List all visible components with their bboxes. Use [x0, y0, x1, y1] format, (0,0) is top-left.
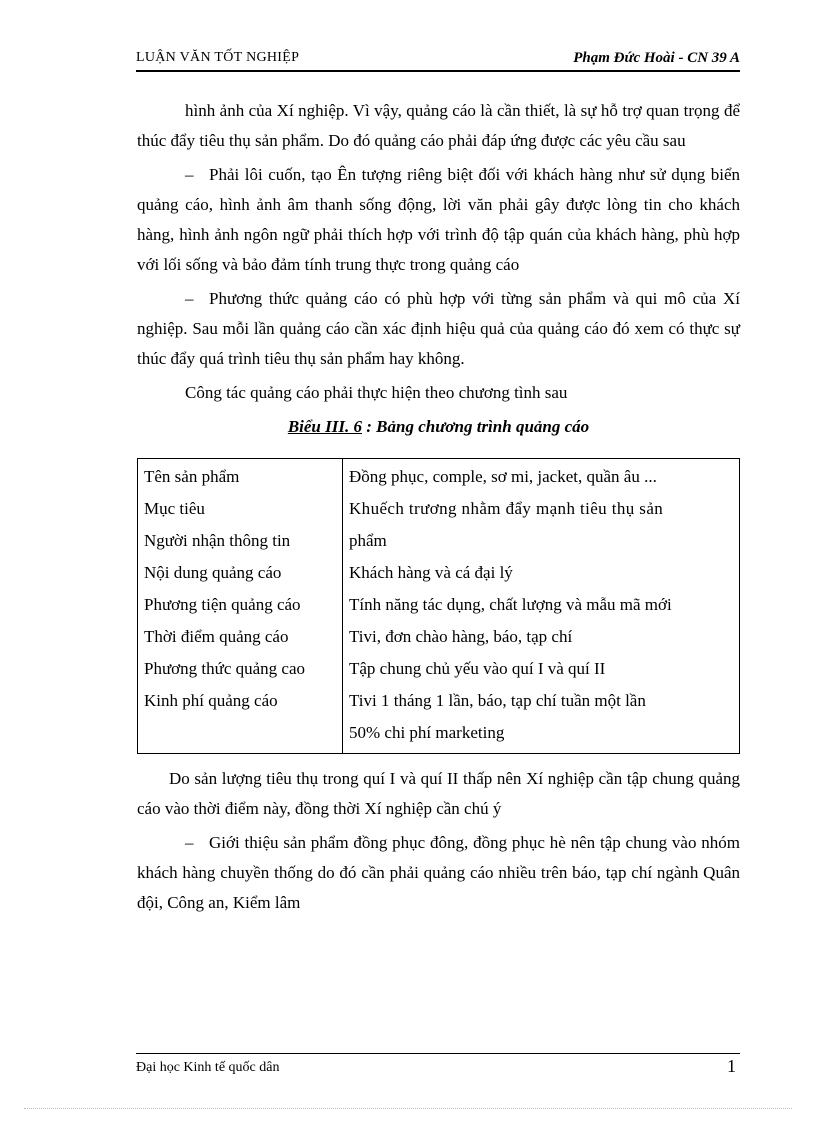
- table-left-column: [138, 459, 343, 754]
- dash-bullet: –: [185, 833, 194, 852]
- header-author: Phạm Đức Hoài - CN 39 A: [573, 50, 740, 66]
- paragraph: hình ảnh của Xí nghiệp. Vì vậy, quảng cáo là cần thiết, là sự hỗ trợ quan trọng để thúc đẩy tiêu thụ sản phẩm. Do đó quảng cáo phải đáp ứng được các yêu cầu sau: [137, 101, 740, 150]
- table-right-column: [343, 459, 740, 754]
- table-cell: Nội dung quảng cáo: [144, 563, 282, 582]
- table-cell: 50% chi phí marketing: [349, 723, 505, 742]
- paragraph: Công tác quảng cáo phải thực hiện theo chương tình sau: [185, 383, 568, 402]
- table-cell: Tên sản phẩm: [144, 467, 240, 486]
- table-cell: Tivi 1 tháng 1 lần, báo, tạp chí tuần một lần: [349, 691, 646, 710]
- header-thesis-title: LUẬN VĂN TỐT NGHIỆP: [136, 50, 300, 65]
- bullet-paragraph: [137, 284, 740, 374]
- footer-university: Đại học Kinh tế quốc dân: [136, 1060, 280, 1075]
- table-cell: Đồng phục, comple, sơ mi, jacket, quần âu ...: [349, 467, 657, 486]
- table-cell: Khuếch trương nhằm đẩy mạnh tiêu thụ sản: [349, 499, 664, 518]
- table-cell: Tính năng tác dụng, chất lượng và mẫu mã mới: [349, 595, 672, 614]
- table-cell: Thời điểm quảng cáo: [144, 627, 289, 646]
- page-content: [137, 96, 740, 922]
- table-cell: Phương thức quảng cao: [144, 659, 306, 678]
- page-footer: [136, 1053, 740, 1076]
- dash-bullet: –: [185, 289, 194, 308]
- table-row: [138, 459, 740, 754]
- caption-label: Biểu III. 6: [287, 417, 362, 436]
- table-cell: Khách hàng và cá đại lý: [349, 563, 513, 582]
- bullet-text: Giới thiệu sản phẩm đồng phục đông, đồng phục hè nên tập chung vào nhóm khách hàng chuyền thống do đó cần phải quảng cáo nhiều trên báo, tạp chí ngành Quân đội, Công an, Kiểm lâm: [137, 833, 740, 912]
- bullet-paragraph: [137, 828, 740, 918]
- page-number: 1: [727, 1056, 736, 1076]
- bullet-paragraph: [137, 160, 740, 280]
- table-cell: Phương tiện quảng cáo: [144, 595, 301, 614]
- ad-program-table: [137, 458, 740, 754]
- caption-text: : Bảng chương trình quảng cáo: [362, 417, 590, 436]
- table-cell: Tivi, đơn chào hàng, báo, tạp chí: [349, 627, 573, 646]
- bullet-text: Phải lôi cuốn, tạo Ên tượng riêng biệt đối với khách hàng như sử dụng biển quảng cáo, hình ảnh âm thanh sống động, lời văn phải gây được lòng tin cho khách hàng, hình ảnh ngôn ngữ phải thích hợp với trình độ tập quán của khách hàng, phù hợp với lối sống và bảo đảm tính trung thực trong quảng cáo: [137, 165, 740, 274]
- page-header: [136, 50, 740, 72]
- table-cell: Người nhận thông tin: [144, 531, 291, 550]
- table-cell: Mục tiêu: [144, 499, 205, 518]
- dash-bullet: –: [185, 165, 194, 184]
- table-caption: [137, 412, 740, 442]
- page-break-divider: [24, 1108, 792, 1109]
- table-cell: Kinh phí quảng cáo: [144, 691, 278, 710]
- table-cell: Tập chung chủ yếu vào quí I và quí II: [349, 659, 606, 678]
- bullet-text: Phương thức quảng cáo có phù hợp với từng sản phẩm và qui mô của Xí nghiệp. Sau mỗi lần quảng cáo cần xác định hiệu quả của quảng cáo đó xem có thực sự thúc đẩy quá trình tiêu thụ sản phẩm hay không.: [137, 289, 740, 368]
- table-cell: phẩm: [349, 531, 387, 550]
- paragraph: Do sản lượng tiêu thụ trong quí I và quí II thấp nên Xí nghiệp cần tập chung quảng cáo vào thời điểm này, đồng thời Xí nghiệp cần chú ý: [137, 769, 740, 818]
